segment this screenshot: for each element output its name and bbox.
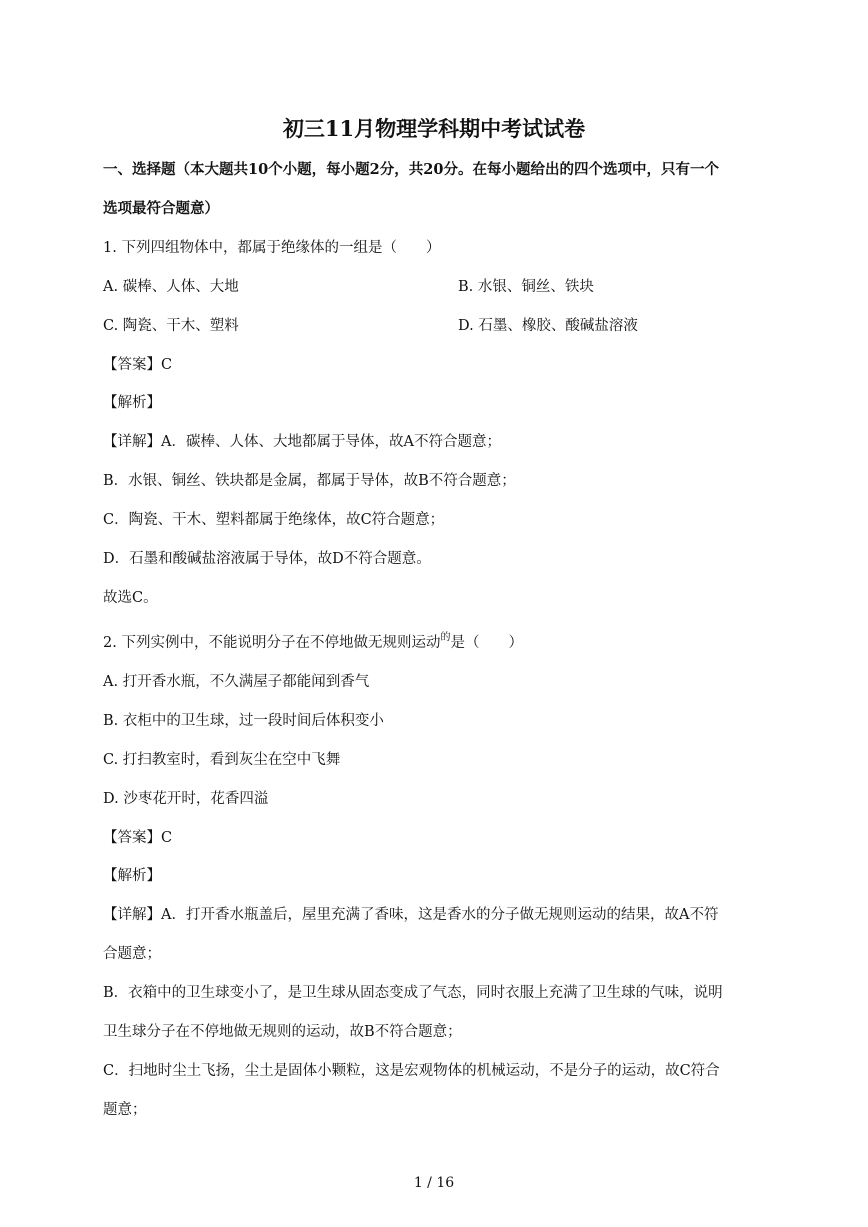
- question-1-option-d: D. 石墨、橡胶、酸碱盐溶液: [458, 318, 638, 334]
- question-1-detail-line: D．石墨和酸碱盐溶液属于导体，故D不符合题意。: [103, 551, 431, 567]
- question-1-stem: 1. 下列四组物体中，都属于绝缘体的一组是（ ）: [103, 240, 441, 256]
- section-heading-line-1: 一、选择题（本大题共10个小题，每小题2分，共20分。在每小题给出的四个选项中，只有一个: [103, 161, 719, 178]
- question-2-detail-line: 合题意；: [103, 946, 161, 962]
- question-2-stem-text: 2. 下列实例中，不能说明分子在不停地做无规则运动: [103, 635, 441, 651]
- question-2-stem-superscript: 的: [440, 632, 451, 643]
- question-2-analysis-label: 【解析】: [103, 868, 161, 884]
- question-1-option-c: C. 陶瓷、干木、塑料: [103, 318, 239, 334]
- question-1-detail-line: C．陶瓷、干木、塑料都属于绝缘体，故C符合题意；: [103, 512, 445, 528]
- question-1-analysis-label: 【解析】: [103, 395, 161, 411]
- question-2-detail-line: 卫生球分子在不停地做无规则的运动，故B不符合题意；: [103, 1024, 462, 1040]
- question-2-option-a: A. 打开香水瓶，不久满屋子都能闻到香气: [103, 674, 370, 690]
- question-1-option-b: B. 水银、铜丝、铁块: [458, 279, 594, 295]
- page-title: 初三11月物理学科期中考试试卷: [282, 116, 586, 141]
- question-2-option-d: D. 沙枣花开时，花香四溢: [103, 791, 269, 807]
- page-number: 1 / 16: [413, 1175, 455, 1191]
- question-2-stem-tail: 是（ ）: [450, 635, 523, 651]
- question-1-detail-line: 【详解】A．碳棒、人体、大地都属于导体，故A不符合题意；: [103, 434, 501, 450]
- question-2-detail-line: 题意；: [103, 1102, 147, 1118]
- question-1-conclusion: 故选C。: [103, 590, 158, 606]
- question-2-stem: [103, 633, 523, 655]
- question-2-option-b: B. 衣柜中的卫生球，过一段时间后体积变小: [103, 713, 384, 729]
- section-heading-line-2: 选项最符合题意）: [103, 200, 219, 217]
- question-1-answer: 【答案】C: [103, 357, 173, 373]
- question-2-option-c: C. 打扫教室时，看到灰尘在空中飞舞: [103, 752, 341, 768]
- question-2-answer: 【答案】C: [103, 830, 173, 846]
- question-2-detail-line: C．扫地时尘土飞扬，尘土是固体小颗粒，这是宏观物体的机械运动，不是分子的运动，故C符合: [103, 1063, 720, 1079]
- question-1-option-a: A. 碳棒、人体、大地: [103, 279, 239, 295]
- question-1-detail-line: B．水银、铜丝、铁块都是金属，都属于导体，故B不符合题意；: [103, 473, 516, 489]
- question-2-detail-line: 【详解】A．打开香水瓶盖后，屋里充满了香味，这是香水的分子做无规则运动的结果，故A不符: [103, 907, 719, 923]
- question-2-detail-line: B．衣箱中的卫生球变小了，是卫生球从固态变成了气态，同时衣服上充满了卫生球的气味，说明: [103, 985, 723, 1001]
